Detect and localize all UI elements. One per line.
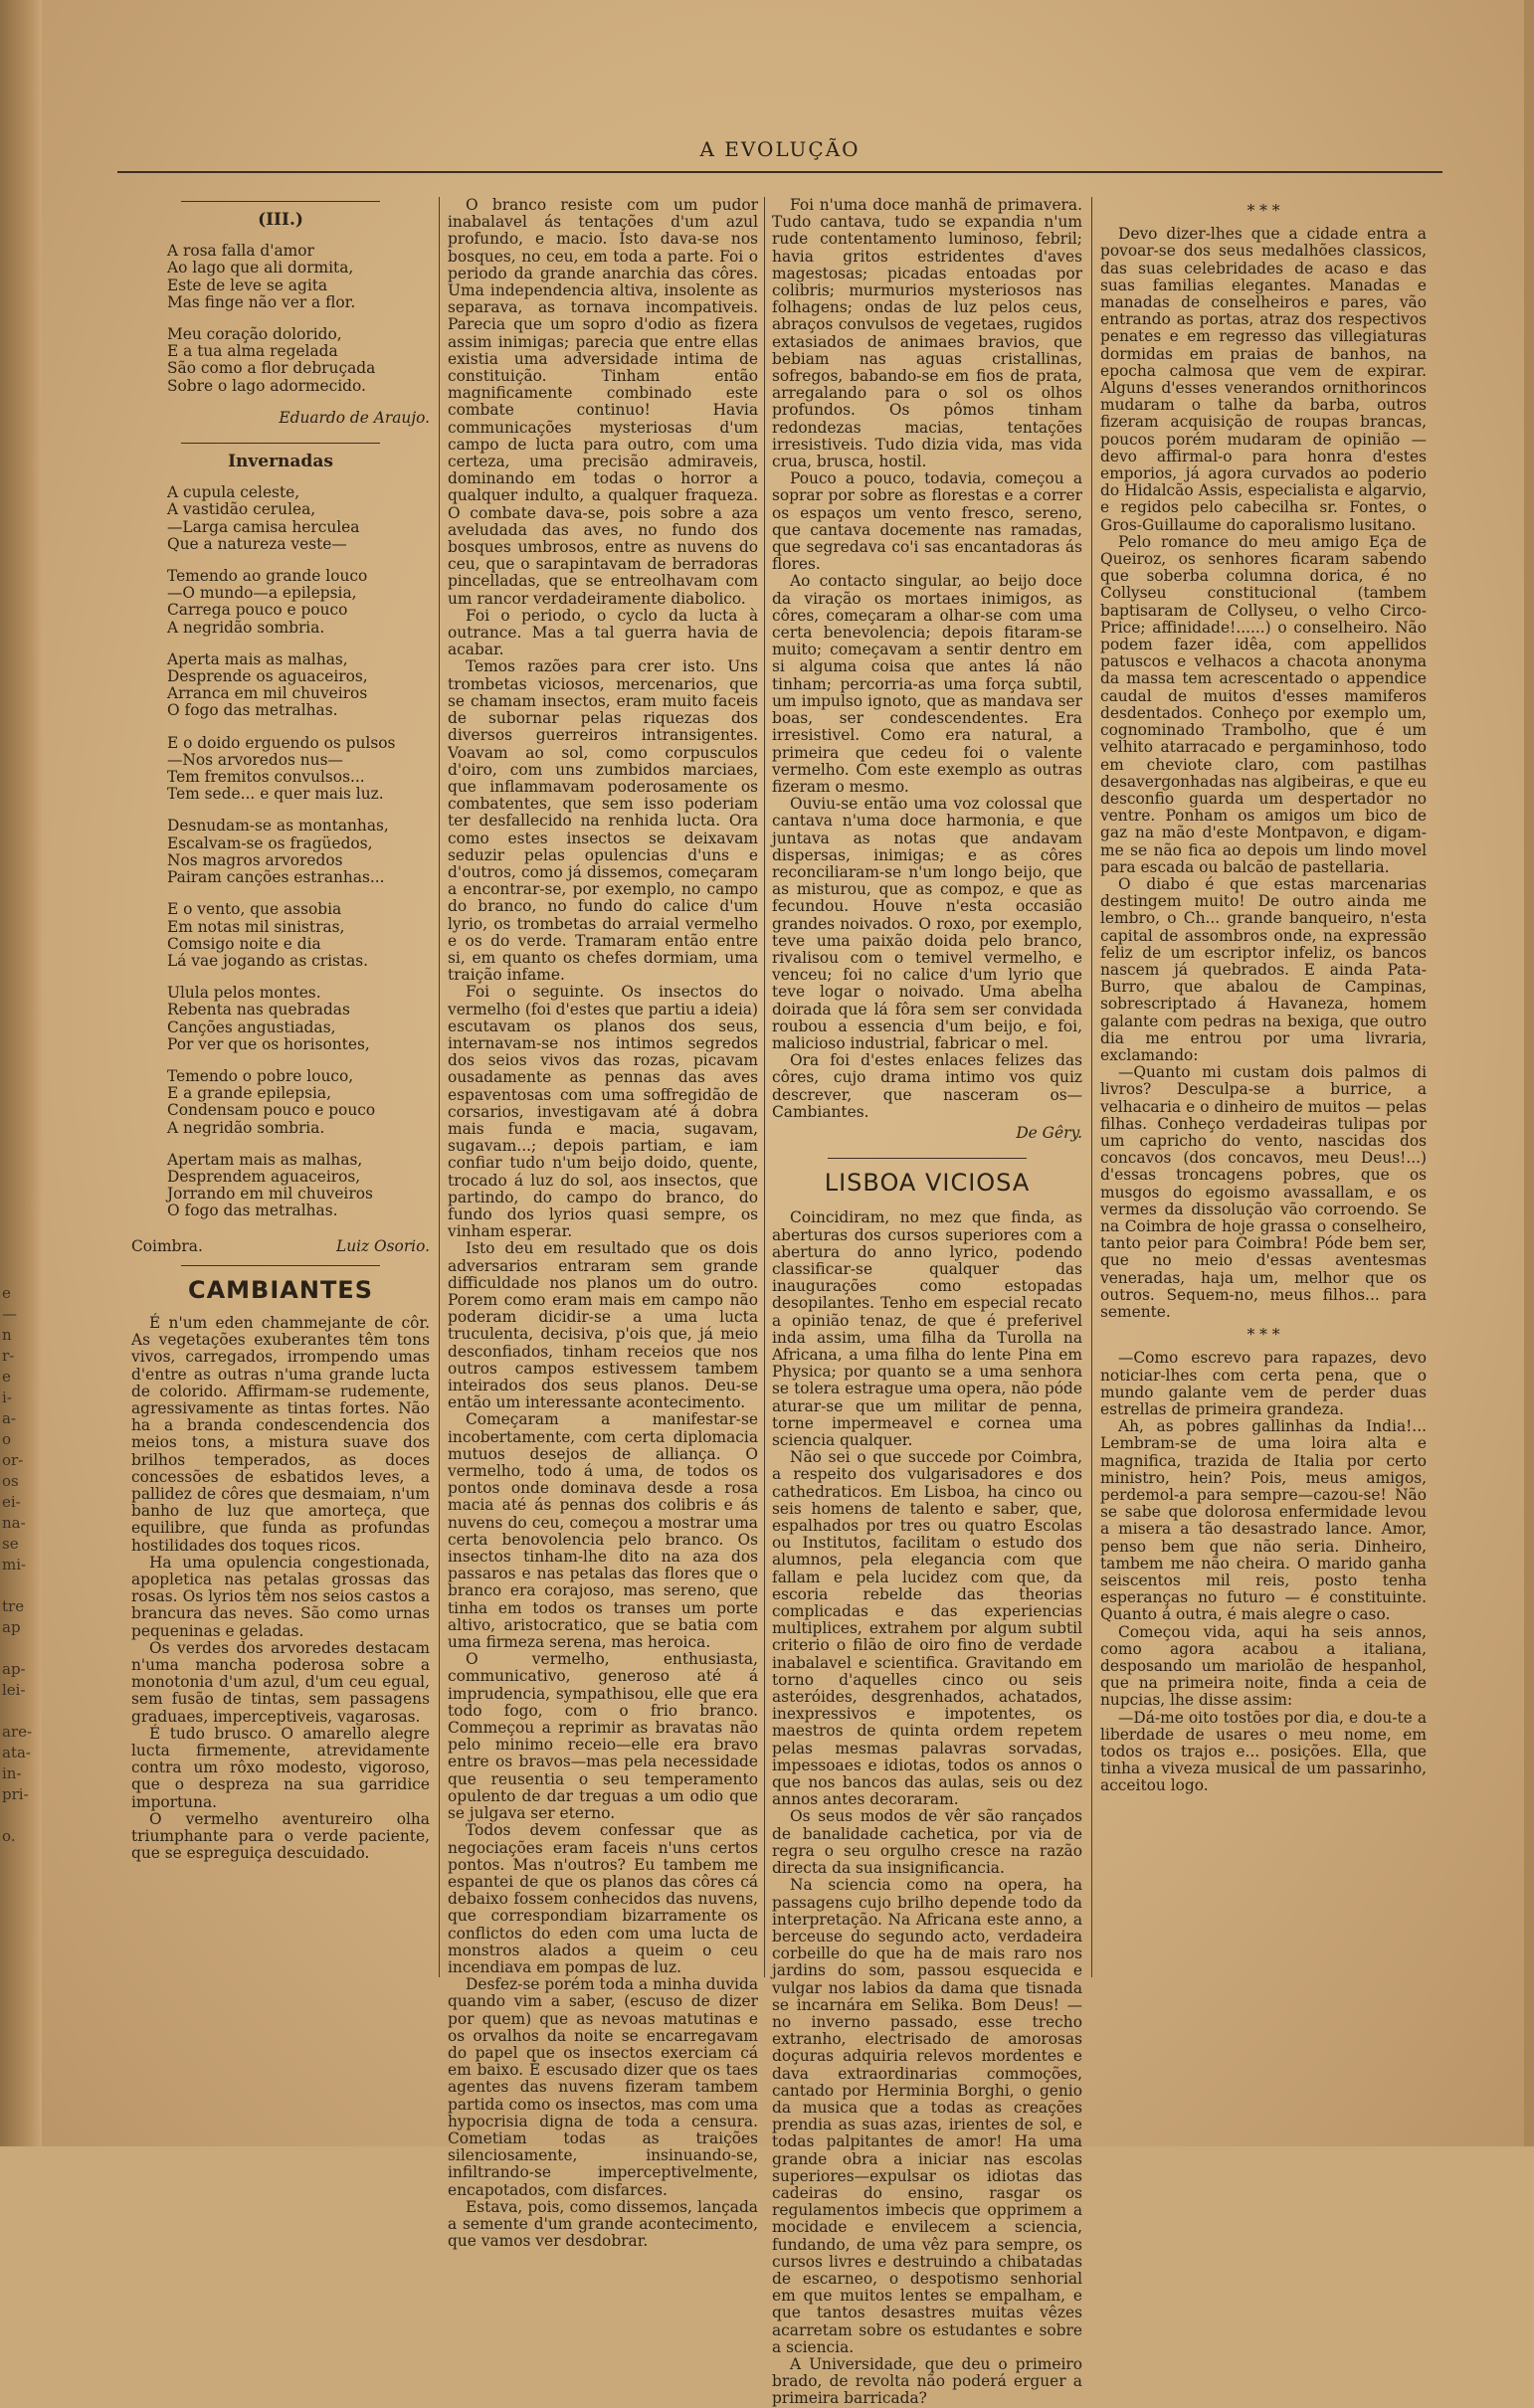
adjacent-page-fragment bbox=[2, 1283, 38, 1847]
verse-line: Mas finge não ver a flor. bbox=[167, 292, 356, 311]
fragment-line: se bbox=[2, 1535, 19, 1553]
fragment-line bbox=[2, 1805, 38, 1826]
verse-line: Canções angustiadas, bbox=[167, 1018, 336, 1036]
verse-line: Lá vae jogando as cristas. bbox=[167, 951, 369, 970]
paragraph: Estava, pois, como dissemos, lançada a semente d'um grande acontecimento, que vamos ver desdobrar. bbox=[448, 2197, 758, 2251]
fragment-line: or- bbox=[2, 1451, 24, 1469]
verse-line: São como a flor debruçada bbox=[167, 359, 376, 378]
fragment-line: o bbox=[2, 1430, 12, 1448]
cambiantes-author: De Gêry. bbox=[1016, 1123, 1082, 1142]
paragraph: É n'um eden chammejante de côr. As vegetações exuberantes têm tons vivos, carregados, irrompendo umas d'entre as outras n'uma grande lucta de colorido. Affirmam-se rudemente, agressivamente as tintas fortes. Não ha a branda condescendencia dos meios tons, a mistura suave dos brilhos temperados, as doces concessões de esbatidos leves, a pallidez de côres que desmaiam, n'um banho de luz que amorteça, que equilibre, que funda as profundas hostilidades dos toques ricos. bbox=[131, 1313, 430, 1555]
fragment-line: r- bbox=[2, 1347, 15, 1365]
stanza bbox=[167, 1068, 430, 1137]
verse-line: Apertam mais as malhas, bbox=[167, 1150, 363, 1169]
verse-line: Por ver que os horisontes, bbox=[167, 1034, 370, 1053]
column-1 bbox=[131, 197, 430, 1862]
paragraph: Pouco a pouco, todavia, começou a soprar por sobre as florestas e a correr os espaços um vento fresco, sereno, que cantava docemente nas ramadas, que segredava co'i sas encantadoras ás flores. bbox=[772, 469, 1082, 574]
column-rule bbox=[439, 197, 440, 1977]
verse-line: Que a natureza veste— bbox=[167, 534, 347, 553]
fragment-line: e bbox=[2, 1284, 11, 1302]
stanza bbox=[167, 326, 430, 395]
poem-2 bbox=[131, 484, 430, 1219]
fragment-line bbox=[2, 1638, 38, 1659]
paragraph: Foi o periodo, o cyclo da lucta à outrance. Mas a tal guerra havia de acabar. bbox=[448, 606, 758, 659]
verse-line: A rosa falla d'amor bbox=[167, 242, 314, 261]
verse-line: Aperta mais as malhas, bbox=[167, 649, 348, 668]
fragment-line: in- bbox=[2, 1764, 22, 1782]
lisboa-text-part-1 bbox=[772, 1209, 1082, 2407]
paragraph: É tudo brusco. O amarello alegre lucta firmemente, atrevidamente contra um rôxo modesto, vigoroso, que o despreza na sua garridice importuna. bbox=[131, 1724, 430, 1811]
cambiantes-text-part-3 bbox=[772, 197, 1082, 1121]
column-rule bbox=[1091, 197, 1092, 1977]
paragraph: O vermelho aventureiro olha triumphante para o verde paciente, que se espreguiça descuidado. bbox=[131, 1809, 430, 1863]
paragraph: Desfez-se porém toda a minha duvida quando vim a saber, (escuso de dizer por quem) que as nevoas matutinas e os orvalhos da noite se encarregavam do papel que os insectos exerciam cá em baixo. É escusado dizer que os taes agentes das nuvens fizeram tambem partida como os insectos, mas com uma hypocrisia digna de toda a censura. Cometiam todas as traições silenciosamente, insinuando-se, infiltrando-se imperceptivelmente, encapotados, com disfarces. bbox=[448, 1975, 758, 2199]
verse-line: E o doido erguendo os pulsos bbox=[167, 733, 396, 752]
verse-line: Tem fremitos convulsos... bbox=[167, 768, 365, 787]
verse-line: Desnudam-se as montanhas, bbox=[167, 817, 389, 835]
verse-line: Arranca em mil chuveiros bbox=[167, 684, 368, 703]
paragraph: —Quanto mi custam dois palmos di livros? Desculpa-se a burrice, a velhacaria e o dinheiro de muitos — pelas filhas. Conheço verdadeiras tulipas por um capricho do vento, nascidas dos concavos (dos concavos, meu Deus!...) d'essas troncagens pobres, que os musgos do egoismo avassallam, e os vermes da dissolução vão corroendo. Se na Coimbra de hoje grassa o conselheiro, tanto peior para Coimbra! Póde bem ser, que no meio d'essas aventesmas veneradas, haja um, melhor que os outros. Sequem-no, meus filhos... para semente. bbox=[1100, 1063, 1427, 1321]
fragment-line: — bbox=[2, 1305, 17, 1323]
divider bbox=[828, 1158, 1027, 1159]
paragraph: O branco resiste com um pudor inabalavel ás tentações d'um azul profundo, e macio. Isto dava-se nos bosques, no ceu, em toda a parte. Foi o periodo da grande anarchia das côres. Uma independencia altiva, insolente as separava, as tornava incompativeis. Parecia que um sopro d'odio as fizera assim inimigas; parecia que entre ellas existia uma adversidade intima de constituição. Tinham então magnificamente combinado este combate continuo! Havia communicações mysteriosas d'um campo de lucta para outro, com uma certeza, uma precisão admiraveis, dominando em todas o horror a qualquer indulto, a qualquer fraqueza. O combate dava-se, pois sobre a aza aveludada das aves, no fundo dos bosques umbrosos, entre as nuvens do ceu, que o sarapintavam de berradoras pincelladas, que se entreolhavam com um rancor verdadeiramente diabolico. bbox=[448, 196, 758, 608]
verse-line: E a tua alma regelada bbox=[167, 342, 338, 361]
poem-1 bbox=[131, 243, 430, 395]
fragment-line: pri- bbox=[2, 1785, 29, 1803]
paragraph: Todos devem confessar que as negociações eram faceis n'uns certos pontos. Mas n'outros? Eu tambem me espantei de que os planos das côres cá debaixo fossem conhecidos das nuvens, que correspondiam bizarramente os conflictos do eden com uma lucta de monstros alados a queim o ceu incendiava em pompas de luz. bbox=[448, 1821, 758, 1976]
verse-line: A vastidão cerulea, bbox=[167, 500, 316, 519]
verse-line: Meu coração dolorido, bbox=[167, 325, 342, 344]
section-stars: * * * bbox=[1246, 1326, 1280, 1345]
verse-line: Tem sede... e quer mais luz. bbox=[167, 785, 384, 804]
verse-line: Jorrando em mil chuveiros bbox=[167, 1185, 373, 1204]
stanza bbox=[167, 1152, 430, 1220]
verse-line: A negridão sombria. bbox=[167, 618, 325, 637]
cambiantes-title: CAMBIANTES bbox=[187, 1275, 373, 1304]
verse-line: O fogo das metralhas. bbox=[167, 701, 338, 720]
paragraph: A Universidade, que deu o primeiro brado, de revolta não poderá erguer a primeira barricada? bbox=[772, 2354, 1082, 2408]
paragraph: Os seus modos de vêr são rançados de banalidade cachetica, por via de regra o seu orgulho cresce na razão directa da sua insignificancia. bbox=[772, 1807, 1082, 1878]
verse-line: Desprende os aguaceiros, bbox=[167, 667, 368, 686]
cambiantes-text-part-1 bbox=[131, 1315, 430, 1863]
verse-line: E a grande epilepsia, bbox=[167, 1084, 331, 1103]
stanza bbox=[167, 901, 430, 970]
verse-line: Ao lago que ali dormita, bbox=[167, 259, 354, 278]
verse-line: Sobre o lago adormecido. bbox=[167, 376, 366, 395]
fragment-line: ei- bbox=[2, 1493, 21, 1511]
fragment-line: ap bbox=[2, 1618, 21, 1636]
divider bbox=[181, 443, 380, 444]
paragraph: O diabo é que estas marcenarias destingem muito! De outro ainda me lembro, o Ch... grande banqueiro, n'esta capital de assombros onde, na expressão feliz de um escriptor infeliz, os bancos nascem já quebrados. E ainda Pata-Burro, que abalou de Campinas, sobrescriptado á Havaneza, homem galante com pedras na bexiga, que outro dia me entrou por uma livraria, exclamando: bbox=[1100, 874, 1427, 1064]
paragraph: Isto deu em resultado que os dois adversarios entraram sem grande difficuldade nos planos um do outro. Porem como eram mais em campo não poderam dicidir-se a uma lucta truculenta, decisiva, p'ois que, já meio desconfiados, tinham receios que nos outros campos estivessem tambem inteirados dos seus planos. Deu-se então um interessante acontecimento. bbox=[448, 1239, 758, 1412]
poem-2-title: Invernadas bbox=[228, 452, 333, 472]
column-4 bbox=[1100, 197, 1427, 1795]
verse-line: Comsigo noite e dia bbox=[167, 934, 321, 953]
paragraph: Começou vida, aqui ha seis annos, como agora acabou a italiana, desposando um mariolão de hespanhol, que na primeira noite, finda a ceia de nupcias, lhe disse assim: bbox=[1100, 1622, 1427, 1710]
paragraph: Temos razões para crer isto. Uns trombetas viciosos, mercenarios, que se chamam insectos, eram muito faceis de subornar pelas riquezas dos diversos guerreiros intransigentes. Voavam ao sol, como corpusculos d'oiro, com uns zumbidos marciaes, que inflammavam poderosamente os combatentes, que sem isso poderiam ter desfallecido na renhida lucta. Ora como estes insectos se deixavam seduzir pelas opulencias d'uns e d'outros, como já dissemos, começaram a encontrar-se, por exemplo, no campo do branco, no fundo do calice d'um lyrio, os trombetas do arraial vermelho e os do verde. Tramaram então entre si, em quanto os chefes dormiam, uma traição infame. bbox=[448, 657, 758, 985]
poem-2-place: Coimbra. bbox=[131, 1236, 203, 1255]
verse-line: Temendo o pobre louco, bbox=[167, 1066, 354, 1085]
paragraph: O vermelho, enthusiasta, communicativo, generoso até á imprudencia, sympathisou, elle que era todo fogo, com o frio branco. Commeçou a reprimir as bravatas não pelo minimo receio—elle era bravo entre os bravos—mas pela necessidade que reusentia o seu temperamento opulento de dar treguas a um odio que se julgava ser eterno. bbox=[448, 1650, 758, 1823]
paragraph: Devo dizer-lhes que a cidade entra a povoar-se dos seus medalhões classicos, das suas celebridades de acaso e das suas familias elegantes. Manadas e manadas de conselheiros e pares, vão entrando as portas, atraz dos respectivos penates e em regresso das villegiaturas dormidas em praias de banhos, na epocha calmosa que vem de expirar. Alguns d'esses venerandos ornithorincos mudaram o talhe da barba, outros fizeram acquisição de roupas brancas, poucos porém mudaram de opinião — devo affirmal-o para honra d'estes emporios, já agora curvados ao poderio do Hidalcão Assis, especialista e algarvio, e regidos pelo cabecilha sr. Fontes, o Gros-Guillaume do caporalismo lusitano. bbox=[1100, 225, 1427, 534]
fragment-line: are- bbox=[2, 1723, 33, 1741]
stanza bbox=[167, 243, 430, 311]
fragment-line: e bbox=[2, 1368, 11, 1386]
fragment-line: ata- bbox=[2, 1744, 31, 1761]
paragraph: Não sei o que succede por Coimbra, a respeito dos vulgarisadores e dos cathedraticos. Em Lisboa, ha cinco ou seis homens de talento e saber, que, espalhados por tres ou quatro Escolas ou Institutos, facilitam o estudo dos alumnos, pela elegancia com que fallam e pela lucidez com que, da escoria rebelde das theorias complicadas e das experiencias multiplices, extrahem por algum subtil criterio o filão de oiro fino de verdade inabalavel e scientifica. Gravitando em torno d'aquelles cinco ou seis asteróides, desgrenhados, achatados, inexpressivos e impotentes, os maestros de quinta ordem repetem pelas mesmas palavras sorvadas, impessoaes e idiotas, todos os annos o que nos bancos das aulas, seis ou dez annos antes decoraram. bbox=[772, 1448, 1082, 1809]
verse-line: —Larga camisa herculea bbox=[167, 517, 360, 536]
verse-line: Ulula pelos montes. bbox=[167, 984, 321, 1003]
verse-line: Temendo ao grande louco bbox=[167, 567, 368, 586]
stanza bbox=[167, 735, 430, 804]
paragraph: Ouviu-se então uma voz colossal que cantava n'uma doce harmonia, e que juntava as notas que andavam dispersas, inimigas; e as côres reconciliaram-se n'um longo beijo, que as misturou, que as compoz, e que as fecundou. Houve n'esta occasião grandes noivados. O roxo, por exemplo, teve uma paixão doida pelo branco, rivalisou com o temivel vermelho, e venceu; foi no calice d'um lyrio que teve logar o noivado. Uma abelha doirada que lá fôra sem ser convidada roubou a essencia d'um beijo, e foi, malicioso industrial, fabricar o mel. bbox=[772, 795, 1082, 1052]
stanza bbox=[167, 568, 430, 637]
stanza bbox=[167, 651, 430, 720]
fragment-line: tre bbox=[2, 1597, 25, 1615]
paragraph: Os verdes dos arvoredes destacam n'uma mancha poderosa sobre a monotonia d'um azul, d'um ceu egual, sem fusão de tintas, sem passagens graduaes, imperceptiveis, vagarosas. bbox=[131, 1638, 430, 1726]
fragment-line: i- bbox=[2, 1389, 12, 1406]
poem-2-signature bbox=[131, 1238, 430, 1255]
paragraph: Começaram a manifestar-se incobertamente, com certa diplomacia mutuos desejos de alliança. O vermelho, todo á uma, de todos os pontos onde dominava desde a rosa macia até ás pennas dos colibris e ás nuvens do ceu, começou a mostrar uma certa benovolencia pelo branco. Os insectos tinham-lhe dito na aza dos passaros e nas petalas das flores que o branco era corajoso, mas sereno, que tinha em todos os transes um porte altivo, aristocratico, que se batia com uma firmeza serena, mas heroica. bbox=[448, 1410, 758, 1652]
stanza bbox=[167, 484, 430, 553]
fragment-line: lei- bbox=[2, 1681, 26, 1699]
column-3 bbox=[772, 197, 1082, 2408]
header-rule bbox=[117, 171, 1442, 173]
verse-line: Escalvam-se os fragüedos, bbox=[167, 834, 373, 852]
poem-1-author: Eduardo de Araujo. bbox=[279, 408, 430, 427]
verse-line: Rebenta nas quebradas bbox=[167, 1001, 350, 1019]
verse-line: A cupula celeste, bbox=[167, 483, 300, 502]
verse-line: Pairam canções estranhas... bbox=[167, 868, 385, 887]
paragraph: Ha uma opulencia congestionada, apopletica nas petalas grossas das rosas. Os lyrios têm nos seios castos a brancura das neves. São como urnas pequeninas e geladas. bbox=[131, 1553, 430, 1640]
verse-line: —O mundo—a epilepsia, bbox=[167, 584, 357, 603]
paragraph: Foi o seguinte. Os insectos do vermelho (foi d'estes que partiu a ideia) escutavam os planos dos seus, internavam-se nos intimos segredos dos seios vivos das rozas, picavam ousadamente as pennas das aves espaventosas com uma soffregidão de corsarios, investigavam até á dobra mais funda e macia, sugavam, sugavam...; depois partiam, e iam confiar tudo n'um beijo doido, quente, trocado á luz do sol, aos insectos, que partindo, do campo do branco, do fundo dos lyrios quasi sempre, os vinham esperar. bbox=[448, 983, 758, 1241]
column-2 bbox=[448, 197, 758, 2250]
poem-number: (III.) bbox=[258, 210, 303, 230]
column-rule bbox=[764, 197, 765, 1977]
paragraph: —Como escrevo para rapazes, devo noticiar-lhes com certa pena, que o mundo galante vem de perder duas estrellas de primeira grandeza. bbox=[1100, 1349, 1427, 1419]
masthead: A EVOLUÇÃO bbox=[699, 137, 861, 161]
fragment-line: mi- bbox=[2, 1556, 27, 1574]
fragment-line: a- bbox=[2, 1409, 17, 1427]
right-page-edge bbox=[1524, 0, 1534, 2146]
paragraph: Ora foi d'estes enlaces felizes das côres, cujo drama intimo vos quiz descrever, que nasceram os—Cambiantes. bbox=[772, 1051, 1082, 1121]
verse-line: —Nos arvoredos nus— bbox=[167, 750, 343, 769]
fragment-line bbox=[2, 1575, 38, 1596]
verse-line: Desprendem aguaceiros, bbox=[167, 1167, 361, 1186]
paragraph: Ah, as pobres gallinhas da India!... Lembram-se de uma loira alta e magnifica, trazida de Italia por certo ministro, hein? Pois, meus amigos, perdemol-a para sempre—cazou-se! Não se sabe que dolorosa enfermidade levou a misera a tão desastrado lance. Amor, penso bem que não seria. Dinheiro, tambem me não cheira. O marido ganha seiscentos mil reis, posto tenha esperanças no futuro — é constituinte. Quanto á outra, é mais alegre o caso. bbox=[1100, 1417, 1427, 1624]
divider bbox=[181, 1265, 380, 1266]
fragment-line: na- bbox=[2, 1514, 26, 1532]
paragraph: Foi n'uma doce manhã de primavera. Tudo cantava, tudo se expandia n'um rude contentamento luminoso, febril; havia gritos estridentes d'aves magestosas; picadas entoadas por colibris; murmurios mysteriosos nas folhagens; ondas de luz pelos ceus, abraços convulsos de vegetaes, rugidos extasiados de animaes bravios, que bebiam nas aguas cristallinas, sofregos, babando-se em fios de prata, arregalando para o sol os olhos profundos. Os pômos tinham redondezas macias, tentações irresistiveis. Tudo dizia vida, mas vida crua, brusca, hostil. bbox=[772, 196, 1082, 471]
section-stars: * * * bbox=[1246, 202, 1280, 220]
verse-line: A negridão sombria. bbox=[167, 1118, 325, 1137]
fragment-line: o. bbox=[2, 1827, 16, 1845]
fragment-line: ap- bbox=[2, 1660, 26, 1678]
verse-line: E o vento, que assobia bbox=[167, 900, 342, 919]
verse-line: Nos magros arvoredos bbox=[167, 850, 343, 869]
fragment-line: n bbox=[2, 1326, 12, 1344]
verse-line: Este de leve se agita bbox=[167, 276, 328, 294]
fragment-line bbox=[2, 1701, 38, 1722]
paragraph: Coincidiram, no mez que finda, as aberturas dos cursos superiores com a abertura do anno lyrico, podendo classificar-se qualquer das inaugurações como estopadas desopilantes. Tenho em especial recato a opinião tenaz, de que é preferivel inda assim, uma filha da Turolla na Africana, a uma filha do lente Pina em Physica; por quanto se a uma senhora se tolera estrague uma opera, não póde aturar-se que um militar de penna, torne impermeavel e cornea uma sciencia qualquer. bbox=[772, 1208, 1082, 1450]
stanza bbox=[167, 818, 430, 886]
verse-line: Condensam pouco e pouco bbox=[167, 1101, 376, 1120]
paragraph: Ao contacto singular, ao beijo doce da viração os mortaes inimigos, as côres, começaram a olhar-se com uma certa benevolencia; depois fitaram-se muito; começavam a sentir dentro em si alguma coisa que antes lá não tinham; percorria-as uma força subtil, um impulso ignoto, que as mandava ser boas, ser condescendentes. Era irresistivel. Como era natural, a primeira que cedeu foi o valente vermelho. Com este exemplo as outras fizeram o mesmo. bbox=[772, 572, 1082, 796]
divider bbox=[181, 201, 380, 202]
poem-2-author: Luiz Osorio. bbox=[335, 1236, 430, 1255]
verse-line: Em notas mil sinistras, bbox=[167, 917, 345, 936]
verse-line: Carrega pouco e pouco bbox=[167, 601, 348, 620]
fragment-line: os bbox=[2, 1472, 19, 1490]
paragraph: —Dá-me oito tostões por dia, e dou-te a liberdade de usares o meu nome, em todos os trajos e... posições. Ella, que tinha a viveza musical de um passarinho, acceitou logo. bbox=[1100, 1708, 1427, 1795]
paragraph: Na sciencia como na opera, ha passagens cujo brilho depende todo da interpretação. Na Africana este anno, a berceuse do segundo acto, verdadeira corbeille do que ha de mais raro nos jardins do som, passou esquecida e vulgar nos labios da dama que tisnada se incarnára em Selika. Bom Deus! —no inverno passado, esse trecho extranho, electrisado de amorosas doçuras adquiria relevos mordentes e dava extraordinarias commoções, cantado por Herminia Borghi, o genio da musica que a todas as creações prendia as suas azas, irientes de sol, e todas palpitantes de amor! Ha uma grande obra a iniciar nas escolas superiores—expulsar os idiotas das cadeiras do ensino, rasgar os regulamentos imbecis que opprimem a mocidade e envilecem a sciencia, fundando, de uma vêz para sempre, os cursos livres e destruindo a chibatadas de escarneo, o despotismo senhorial em que muitos lentes se empalham, e que tantos desastres muitas vêzes acarretam sobre os estudantes e sobre a sciencia. bbox=[772, 1876, 1082, 2356]
stanza bbox=[167, 985, 430, 1053]
lisboa-title: LISBOA VICIOSA bbox=[824, 1169, 1031, 1198]
verse-line: O fogo das metralhas. bbox=[167, 1202, 338, 1220]
paragraph: Pelo romance do meu amigo Eça de Queiroz, os senhores ficaram sabendo que soberba columna dorica, é no Collyseu constitucional (tambem baptisaram de Collyseu, o velho Circo-Price; affinidade!......) o conselheiro. Não podem fazer idêa, com appellidos patuscos e velhacos a chacota anonyma da massa tem acrescentado o appendice caudal de muitos d'esses mamiferos desdentados. Conheço por exemplo um, cognominado Trambolho, que é um velhito atarracado e pergaminhoso, todo em cheviote claro, com pastilhas desavergonhadas nas algibeiras, e que eu desconfio guarda um despertador no ventre. Ponham os amigos um bico de gaz na mão d'este Montpavon, e digam-me se não fica ao depois um lindo movel para escada ou balcão de pastellaria. bbox=[1100, 532, 1427, 876]
